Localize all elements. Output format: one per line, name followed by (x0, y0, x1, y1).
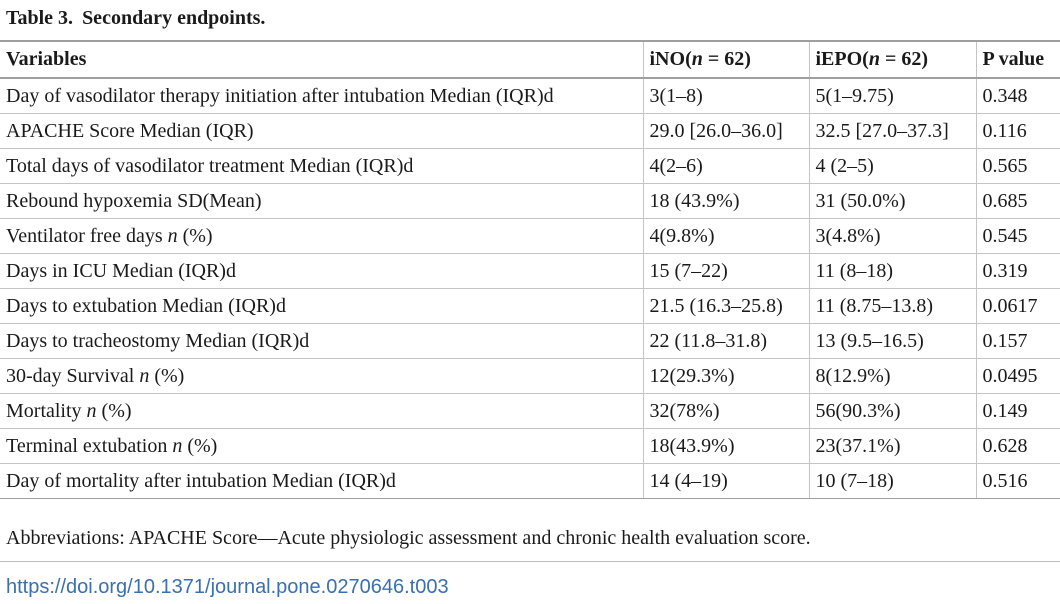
table-row (0, 464, 1060, 499)
table-row (0, 184, 1060, 219)
cell-ino: 18(43.9%) (643, 429, 809, 464)
table-number: Table 3. (6, 7, 74, 29)
cell-ino: 3(1–8) (643, 78, 809, 114)
cell-iepo: 56(90.3%) (809, 394, 976, 429)
cell-ino: 15 (7–22) (643, 254, 809, 289)
table-footnote: Abbreviations: APACHE Score—Acute physiologic assessment and chronic health evaluation score. (6, 527, 811, 549)
cell-ino: 4(9.8%) (643, 219, 809, 254)
cell-p-value: 0.149 (976, 394, 1060, 429)
cell-variable: Days to extubation Median (IQR)d (0, 289, 643, 324)
table-row (0, 359, 1060, 394)
cell-iepo: 23(37.1%) (809, 429, 976, 464)
table-caption (6, 4, 265, 32)
cell-variable: Ventilator free days n (%) (0, 219, 643, 254)
cell-variable: Day of mortality after intubation Median (IQR)d (0, 464, 643, 499)
cell-variable: Terminal extubation n (%) (0, 429, 643, 464)
divider (0, 561, 1060, 562)
secondary-endpoints-table (0, 40, 1060, 499)
cell-variable: 30-day Survival n (%) (0, 359, 643, 394)
table-title: Secondary endpoints. (82, 7, 266, 29)
cell-p-value: 0.685 (976, 184, 1060, 219)
cell-p-value: 0.516 (976, 464, 1060, 499)
header-ino: iNO(n = 62) (643, 41, 809, 78)
cell-p-value: 0.116 (976, 114, 1060, 149)
table-row (0, 149, 1060, 184)
cell-ino: 32(78%) (643, 394, 809, 429)
cell-iepo: 4 (2–5) (809, 149, 976, 184)
cell-variable: Mortality n (%) (0, 394, 643, 429)
header-row (0, 41, 1060, 78)
table-row (0, 289, 1060, 324)
cell-p-value: 0.319 (976, 254, 1060, 289)
cell-ino: 29.0 [26.0–36.0] (643, 114, 809, 149)
cell-p-value: 0.157 (976, 324, 1060, 359)
table-row (0, 324, 1060, 359)
cell-p-value: 0.545 (976, 219, 1060, 254)
cell-iepo: 8(12.9%) (809, 359, 976, 394)
cell-ino: 4(2–6) (643, 149, 809, 184)
header-iepo: iEPO(n = 62) (809, 41, 976, 78)
cell-iepo: 13 (9.5–16.5) (809, 324, 976, 359)
cell-p-value: 0.348 (976, 78, 1060, 114)
cell-p-value: 0.0617 (976, 289, 1060, 324)
cell-iepo: 32.5 [27.0–37.3] (809, 114, 976, 149)
table-row (0, 114, 1060, 149)
table-row (0, 254, 1060, 289)
cell-iepo: 11 (8.75–13.8) (809, 289, 976, 324)
cell-ino: 18 (43.9%) (643, 184, 809, 219)
cell-iepo: 31 (50.0%) (809, 184, 976, 219)
cell-p-value: 0.565 (976, 149, 1060, 184)
cell-iepo: 10 (7–18) (809, 464, 976, 499)
cell-variable: Rebound hypoxemia SD(Mean) (0, 184, 643, 219)
cell-variable: Total days of vasodilator treatment Median (IQR)d (0, 149, 643, 184)
table-row (0, 394, 1060, 429)
cell-p-value: 0.628 (976, 429, 1060, 464)
cell-variable: APACHE Score Median (IQR) (0, 114, 643, 149)
cell-ino: 14 (4–19) (643, 464, 809, 499)
cell-iepo: 5(1–9.75) (809, 78, 976, 114)
header-p-value: P value (976, 41, 1060, 78)
cell-ino: 12(29.3%) (643, 359, 809, 394)
cell-variable: Days in ICU Median (IQR)d (0, 254, 643, 289)
cell-ino: 22 (11.8–31.8) (643, 324, 809, 359)
cell-variable: Days to tracheostomy Median (IQR)d (0, 324, 643, 359)
cell-iepo: 11 (8–18) (809, 254, 976, 289)
table-row (0, 78, 1060, 114)
cell-ino: 21.5 (16.3–25.8) (643, 289, 809, 324)
doi-link[interactable]: https://doi.org/10.1371/journal.pone.0270646.t003 (6, 576, 449, 598)
table-row (0, 429, 1060, 464)
cell-variable: Day of vasodilator therapy initiation after intubation Median (IQR)d (0, 78, 643, 114)
cell-iepo: 3(4.8%) (809, 219, 976, 254)
header-variables: Variables (0, 41, 643, 78)
cell-p-value: 0.0495 (976, 359, 1060, 394)
table-row (0, 219, 1060, 254)
